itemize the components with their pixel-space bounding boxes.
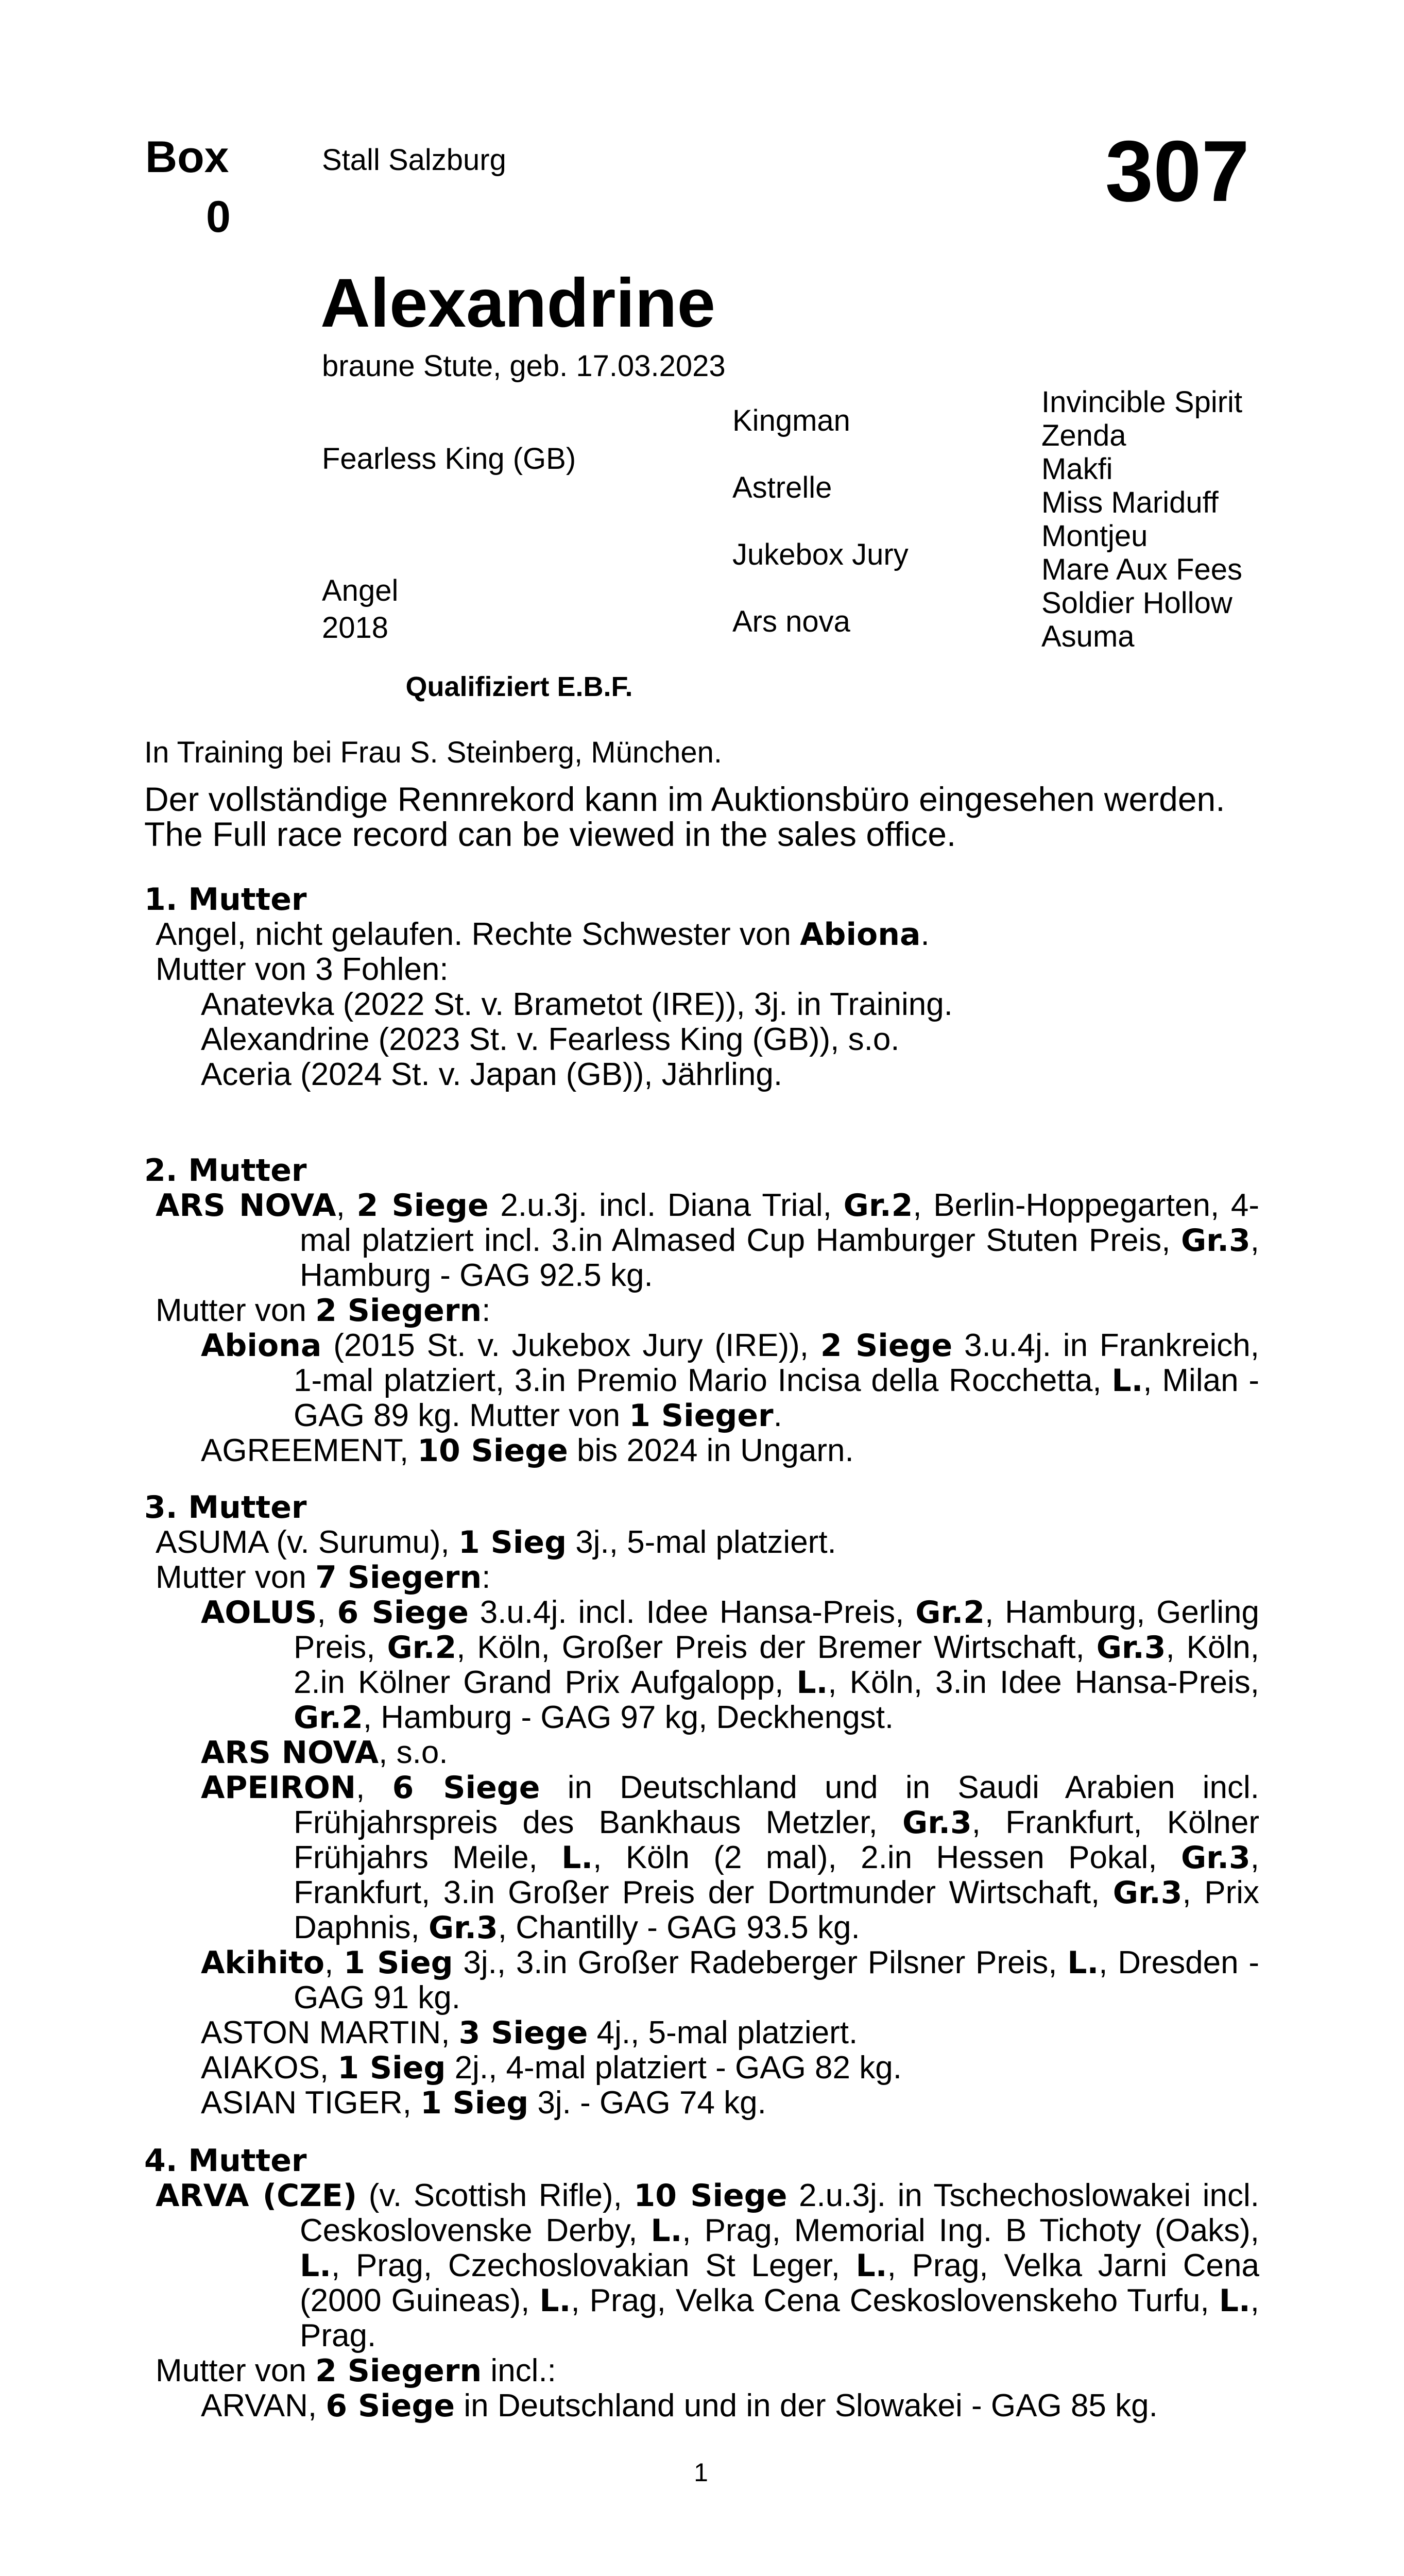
text-run: 3.u.4j. incl. Idee Hansa-Preis, bbox=[468, 1595, 916, 1630]
text-run: 2.u.3j. incl. Diana Trial, bbox=[488, 1188, 844, 1223]
text-run: ARVAN, bbox=[201, 2388, 326, 2424]
text-run: , Chantilly - GAG 93.5 kg. bbox=[498, 1910, 860, 1945]
bold-text: L. bbox=[855, 2248, 887, 2284]
bold-text: 10 Siege bbox=[633, 2178, 787, 2214]
bold-text: Gr.2 bbox=[843, 1188, 913, 1224]
text-run: , Prag. bbox=[300, 2283, 1259, 2353]
bold-text: ARVA (CZE) bbox=[156, 2178, 357, 2214]
text-run: 2.u.3j. in Tschechoslowakei incl. Ceskoslovenske Derby, bbox=[300, 2178, 1260, 2248]
bold-text: L. bbox=[300, 2248, 332, 2284]
text-run: , bbox=[317, 1595, 337, 1630]
pedigree-grandparent: Ars nova bbox=[732, 605, 850, 638]
text-run: ASUMA (v. Surumu), bbox=[156, 1524, 458, 1560]
text-run: in Deutschland und in Saudi Arabien incl. Frühjahrspreis des Bankhaus Metzler, bbox=[294, 1770, 1260, 1840]
bold-text: Gr.3 bbox=[1096, 1630, 1166, 1666]
text-run: , Köln, 3.in Idee Hansa-Preis, bbox=[828, 1665, 1259, 1700]
offspring-entry bbox=[144, 1057, 1259, 1092]
page-number: 1 bbox=[694, 2458, 708, 2487]
training-info: In Training bei Frau S. Steinberg, München. bbox=[144, 736, 722, 769]
text-run: in Deutschland und in der Slowakei - GAG 85 kg. bbox=[455, 2388, 1158, 2424]
bold-text: Gr.3 bbox=[1180, 1223, 1251, 1259]
text-run: 3j., 3.in Großer Radeberger Pilsner Preis, bbox=[453, 1945, 1068, 1980]
text-run: , Köln, 2.in Kölner Grand Prix Aufgalopp, bbox=[294, 1630, 1259, 1700]
qualification-label: Qualifiziert E.B.F. bbox=[405, 671, 633, 702]
section-title: 3. Mutter bbox=[144, 1489, 307, 1526]
bold-text: Abiona bbox=[800, 917, 921, 953]
horse-name: Alexandrine bbox=[320, 265, 716, 342]
bold-text: 2 Siegern bbox=[315, 1293, 482, 1329]
offspring-entry bbox=[144, 1433, 1259, 1468]
offspring-entry bbox=[144, 2050, 1259, 2086]
text-run: (2015 St. v. Jukebox Jury (IRE)), bbox=[321, 1328, 820, 1363]
bold-text: L. bbox=[650, 2213, 682, 2249]
bold-text: 6 Siege bbox=[337, 1595, 469, 1631]
text-run: incl.: bbox=[482, 2353, 556, 2388]
offspring-entry bbox=[144, 2388, 1259, 2424]
pedigree-sire: Fearless King (GB) bbox=[322, 442, 576, 476]
bold-text: APEIRON bbox=[201, 1770, 356, 1806]
bold-text: ARS NOVA bbox=[156, 1188, 336, 1224]
text-run: Mutter von bbox=[156, 1293, 316, 1328]
bold-text: Gr.2 bbox=[387, 1630, 457, 1666]
dam-entry bbox=[144, 1525, 1259, 1560]
pedigree-grandparent: Jukebox Jury bbox=[732, 538, 909, 571]
pedigree-great-grandparent: Invincible Spirit bbox=[1041, 385, 1243, 419]
bold-text: Akihito bbox=[201, 1945, 325, 1981]
text-run: Angel, nicht gelaufen. Rechte Schwester von bbox=[156, 917, 800, 952]
bold-text: 1 Sieg bbox=[344, 1945, 453, 1981]
text-run: , Hamburg, Gerling Preis, bbox=[294, 1595, 1259, 1665]
bold-text: 1 Sieg bbox=[420, 2085, 529, 2121]
bold-text: 1 Sieg bbox=[458, 1524, 567, 1561]
dam-entry bbox=[144, 1560, 1259, 1595]
text-run: , Milan - GAG 89 kg. Mutter von bbox=[294, 1363, 1259, 1433]
box-number: 0 bbox=[206, 192, 231, 242]
offspring-entry bbox=[144, 1945, 1259, 2015]
dam-section bbox=[144, 2143, 1259, 2424]
offspring-entry bbox=[144, 2086, 1259, 2121]
pedigree-grandparent: Astrelle bbox=[732, 471, 832, 504]
text-run: 3j., 5-mal platziert. bbox=[567, 1524, 836, 1560]
text-run: . bbox=[920, 917, 930, 952]
text-run: 2j., 4-mal platziert - GAG 82 kg. bbox=[446, 2050, 902, 2086]
text-run: . bbox=[773, 1398, 782, 1433]
bold-text: 1 Sieger bbox=[629, 1398, 774, 1434]
bold-text: Gr.2 bbox=[294, 1700, 363, 1736]
pedigree-great-grandparent: Soldier Hollow bbox=[1041, 586, 1232, 620]
dam-section bbox=[144, 1153, 1259, 1468]
pedigree-great-grandparent: Mare Aux Fees bbox=[1041, 553, 1243, 586]
pedigree-great-grandparent: Montjeu bbox=[1041, 519, 1148, 553]
text-run: Mutter von 3 Fohlen: bbox=[156, 952, 449, 987]
bold-text: L. bbox=[796, 1665, 828, 1701]
text-run: , bbox=[356, 1770, 392, 1805]
text-run: : bbox=[482, 1293, 491, 1328]
text-run: , Prag, Memorial Ing. B Tichoty (Oaks), bbox=[682, 2213, 1259, 2248]
dam-entry bbox=[144, 952, 1259, 987]
offspring-entry bbox=[144, 1595, 1259, 1735]
bold-text: L. bbox=[561, 1840, 593, 1876]
text-run: (v. Scottish Rifle), bbox=[357, 2178, 634, 2213]
text-run: , Köln (2 mal), 2.in Hessen Pokal, bbox=[593, 1840, 1181, 1875]
text-run: bis 2024 in Ungarn. bbox=[568, 1433, 854, 1468]
dam-entry bbox=[144, 1293, 1259, 1328]
text-run: AGREEMENT, bbox=[201, 1433, 418, 1468]
text-run: 3j. - GAG 74 kg. bbox=[528, 2085, 766, 2121]
text-run: Mutter von bbox=[156, 2353, 316, 2388]
text-run: ASIAN TIGER, bbox=[201, 2085, 421, 2121]
text-run: , Hamburg - GAG 92.5 kg. bbox=[300, 1223, 1259, 1293]
offspring-entry bbox=[144, 1770, 1259, 1945]
text-run: , Dresden - GAG 91 kg. bbox=[294, 1945, 1259, 2015]
bold-text: Gr.3 bbox=[428, 1910, 498, 1946]
bold-text: 2 Siege bbox=[820, 1328, 953, 1364]
dam-entry bbox=[144, 2353, 1259, 2388]
bold-text: 1 Sieg bbox=[337, 2050, 446, 2086]
bold-text: L. bbox=[539, 2283, 571, 2319]
pedigree-great-grandparent: Asuma bbox=[1041, 620, 1135, 653]
text-run: , s.o. bbox=[379, 1735, 448, 1770]
text-run: , Hamburg - GAG 97 kg, Deckhengst. bbox=[363, 1700, 894, 1735]
text-run: Anatevka (2022 St. v. Brametot (IRE)), 3j. in Training. bbox=[201, 987, 953, 1022]
offspring-entry bbox=[144, 987, 1259, 1022]
text-run: , bbox=[324, 1945, 344, 1980]
bold-text: Gr.3 bbox=[1112, 1875, 1183, 1911]
text-run: 4j., 5-mal platziert. bbox=[588, 2015, 858, 2050]
bold-text: Abiona bbox=[201, 1328, 322, 1364]
dam-entry bbox=[144, 2178, 1259, 2353]
text-run: : bbox=[482, 1560, 491, 1595]
text-run: , Prix Daphnis, bbox=[294, 1875, 1259, 1945]
race-record-note-de: Der vollständige Rennrekord kann im Auktionsbüro eingesehen werden. bbox=[144, 780, 1225, 818]
text-run: , bbox=[336, 1188, 357, 1223]
lot-number: 307 bbox=[1105, 123, 1249, 219]
section-title: 1. Mutter bbox=[144, 882, 307, 918]
text-run: , Berlin-Hoppegarten, 4-mal platziert incl. 3.in Almased Cup Hamburger Stuten Preis, bbox=[300, 1188, 1259, 1258]
text-run: Mutter von bbox=[156, 1560, 316, 1595]
text-run: 3.u.4j. in Frankreich, 1-mal platziert, 3.in Premio Mario Incisa della Rocchetta, bbox=[294, 1328, 1259, 1398]
text-run: , Prag, Czechoslovakian St Leger, bbox=[331, 2248, 856, 2283]
race-record-note-en: The Full race record can be viewed in the sales office. bbox=[144, 815, 956, 853]
section-title: 4. Mutter bbox=[144, 2143, 307, 2179]
pedigree-great-grandparent: Miss Mariduff bbox=[1041, 486, 1219, 519]
pedigree-great-grandparent: Zenda bbox=[1041, 419, 1126, 452]
horse-description: braune Stute, geb. 17.03.2023 bbox=[322, 349, 726, 383]
text-run: , Prag, Velka Cena Ceskoslovenskeho Turfu, bbox=[571, 2283, 1219, 2318]
bold-text: 7 Siegern bbox=[315, 1560, 482, 1596]
offspring-entry bbox=[144, 1022, 1259, 1057]
dam-section bbox=[144, 882, 1259, 1092]
offspring-entry bbox=[144, 2015, 1259, 2050]
bold-text: Gr.2 bbox=[915, 1595, 985, 1631]
dam-section bbox=[144, 1490, 1259, 2121]
bold-text: 2 Siege bbox=[356, 1188, 489, 1224]
bold-text: L. bbox=[1111, 1363, 1143, 1399]
offspring-entry bbox=[144, 1735, 1259, 1770]
text-run: ASTON MARTIN, bbox=[201, 2015, 459, 2050]
bold-text: Gr.3 bbox=[902, 1805, 972, 1841]
bold-text: 6 Siege bbox=[326, 2388, 455, 2424]
text-run: Alexandrine (2023 St. v. Fearless King (GB)), s.o. bbox=[201, 1022, 900, 1057]
text-run: Aceria (2024 St. v. Japan (GB)), Jährling. bbox=[201, 1057, 783, 1092]
box-label: Box bbox=[145, 132, 229, 182]
bold-text: AOLUS bbox=[201, 1595, 317, 1631]
pedigree-great-grandparent: Makfi bbox=[1041, 452, 1113, 486]
bold-text: L. bbox=[1067, 1945, 1099, 1981]
dam-entry bbox=[144, 1188, 1259, 1293]
pedigree-grandparent: Kingman bbox=[732, 404, 850, 437]
bold-text: 3 Siege bbox=[458, 2015, 588, 2051]
pedigree-dam-year: 2018 bbox=[322, 611, 389, 645]
owner-name: Stall Salzburg bbox=[322, 143, 506, 177]
bold-text: ARS NOVA bbox=[201, 1735, 379, 1771]
offspring-entry bbox=[144, 1328, 1259, 1433]
pedigree-dam: Angel bbox=[322, 574, 399, 607]
dam-entry bbox=[144, 917, 1259, 952]
bold-text: Gr.3 bbox=[1180, 1840, 1251, 1876]
bold-text: L. bbox=[1219, 2283, 1251, 2319]
section-title: 2. Mutter bbox=[144, 1153, 307, 1189]
bold-text: 6 Siege bbox=[392, 1770, 540, 1806]
text-run: , Frankfurt, 3.in Großer Preis der Dortmunder Wirtschaft, bbox=[294, 1840, 1259, 1910]
text-run: , Frankfurt, Kölner Frühjahrs Meile, bbox=[294, 1805, 1259, 1875]
bold-text: 2 Siegern bbox=[315, 2353, 482, 2389]
bold-text: 10 Siege bbox=[417, 1433, 568, 1469]
text-run: , Prag, Velka Jarni Cena (2000 Guineas), bbox=[300, 2248, 1259, 2318]
text-run: AIAKOS, bbox=[201, 2050, 338, 2086]
text-run: , Köln, Großer Preis der Bremer Wirtschaft, bbox=[456, 1630, 1097, 1665]
